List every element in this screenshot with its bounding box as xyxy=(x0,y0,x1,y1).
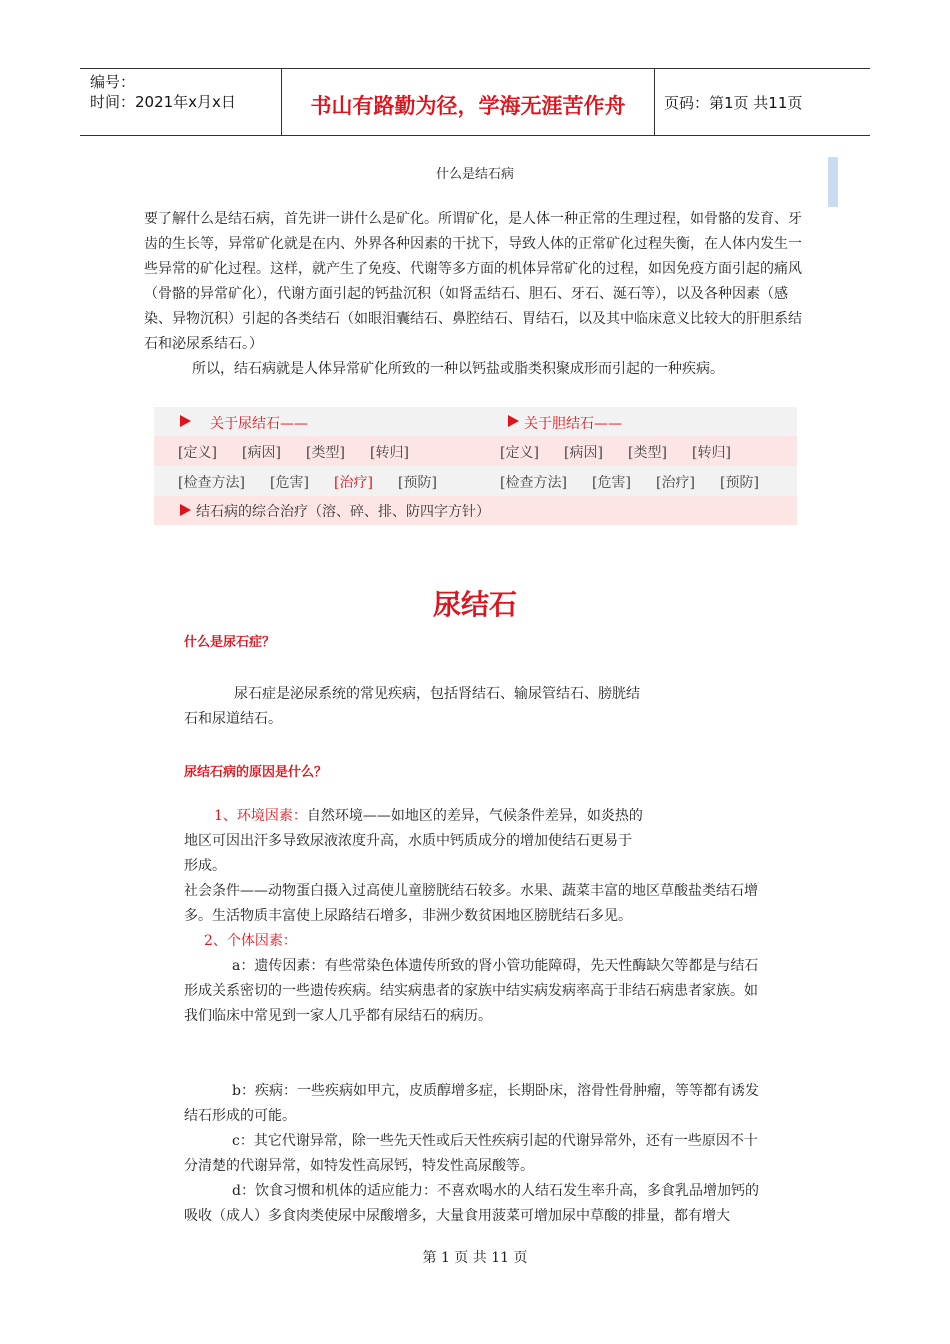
nav-link-urinary-prevention[interactable]: [预防] xyxy=(398,475,437,491)
nav-link-urinary-definition[interactable]: [定义] xyxy=(178,445,217,461)
arrow-icon xyxy=(180,415,191,427)
nav-row-links-2 xyxy=(154,466,797,496)
social-paragraph: 社会条件——动物蛋白摄入过高使儿童膀胱结石较多。水果、蔬菜丰富的地区草酸盐类结石增多。生活物质丰富使上尿路结石增多，非洲少数贫困地区膀胱结石多见。 xyxy=(184,883,758,924)
nav-link-gall-treatment[interactable]: [治疗] xyxy=(656,475,695,491)
topic-navigation xyxy=(154,407,797,525)
intro-paragraph: 要了解什么是结石病，首先讲一讲什么是矿化。所谓矿化，是人体一种正常的生理过程，如骨骼的发育、牙齿的生长等，异常矿化就是在内、外界各种因素的干扰下，导致人体的正常矿化过程失衡，在人体内发生一些异常的矿化过程。这样，就产生了免疫、代谢等多方面的机体异常矿化的过程，如因免疫方面引起的痛风（骨骼的异常矿化），代谢方面引起的钙盐沉积（如肾盂结石、胆石、牙石、涎石等），以及各种因素（感染、异物沉积）引起的各类结石（如眼泪囊结石、鼻腔结石、胃结石，以及其中临床意义比较大的肝胆系结石和泌尿系结石。） xyxy=(144,211,802,352)
header-bottom-rule xyxy=(80,135,870,136)
page-footer: 第 1 页 共 11 页 xyxy=(422,1250,528,1266)
nav-link-gall-cause[interactable]: [病因] xyxy=(564,445,603,461)
environment-paragraph xyxy=(184,804,644,879)
nav-link-gall-outcome[interactable]: [转归] xyxy=(692,445,731,461)
nav-link-urinary-cause[interactable]: [病因] xyxy=(242,445,281,461)
nav-link-gall-type[interactable]: [类型] xyxy=(628,445,667,461)
nav-link-urinary-treatment[interactable]: [治疗] xyxy=(334,475,373,491)
nav-urinary-heading[interactable]: 关于尿结石—— xyxy=(210,416,308,432)
individual-factors-label: 2、个体因素： xyxy=(204,933,297,949)
header-left-cell xyxy=(90,72,236,112)
doc-title: 什么是结石病 xyxy=(435,167,514,182)
nav-row-links-1 xyxy=(154,436,797,466)
header-page-info: 页码：第1页 共11页 xyxy=(664,94,803,112)
factor-b-paragraph: b：疾病：一些疾病如甲亢，皮质醇增多症，长期卧床，溶骨性骨肿瘤，等等都有诱发结石形成的可能。 xyxy=(184,1083,759,1124)
header-motto: 书山有路勤为径，学海无涯苦作舟 xyxy=(310,94,626,118)
question-heading-2: 尿结石病的原因是什么？ xyxy=(184,765,328,780)
environment-text: 自然环境——如地区的差异，气候条件差异，如炎热的地区可因出汗多导致尿液浓度升高，水质中钙质成分的增加使结石更易于形成。 xyxy=(184,808,643,874)
nav-link-urinary-type[interactable]: [类型] xyxy=(306,445,345,461)
doc-code-label: 编号： xyxy=(90,73,136,91)
nav-row-headings xyxy=(154,407,797,437)
section-title: 尿结石 xyxy=(432,588,517,621)
header-divider-right xyxy=(654,68,655,136)
summary-paragraph: 所以，结石病就是人体异常矿化所致的一种以钙盐或脂类积聚成形而引起的一种疾病。 xyxy=(192,361,724,377)
environment-label: 1、环境因素： xyxy=(214,808,307,824)
nav-link-combined-treatment[interactable]: 结石病的综合治疗（溶、碎、排、防四字方针） xyxy=(196,504,490,520)
nav-link-urinary-outcome[interactable]: [转归] xyxy=(370,445,409,461)
answer-paragraph-1: 尿石症是泌尿系统的常见疾病，包括肾结石、输尿管结石、膀胱结石和尿道结石。 xyxy=(184,686,640,727)
arrow-icon xyxy=(508,415,519,427)
question-heading-1: 什么是尿石症？ xyxy=(184,635,276,650)
nav-link-urinary-harm[interactable]: [危害] xyxy=(270,475,309,491)
nav-link-gall-prevention[interactable]: [预防] xyxy=(720,475,759,491)
factor-d-paragraph: d：饮食习惯和机体的适应能力：不喜欢喝水的人结石发生率升高，多食乳品增加钙的吸收（成人）多食肉类使尿中尿酸增多，大量食用菠菜可增加尿中草酸的排量，都有增大 xyxy=(184,1183,759,1224)
doc-date: 时间：2021年x月x日 xyxy=(90,93,236,111)
nav-link-urinary-exam[interactable]: [检查方法] xyxy=(178,475,245,491)
nav-link-gall-definition[interactable]: [定义] xyxy=(500,445,539,461)
arrow-icon xyxy=(180,504,191,516)
nav-link-gall-harm[interactable]: [危害] xyxy=(592,475,631,491)
nav-gall-heading[interactable]: 关于胆结石—— xyxy=(524,416,622,432)
header-top-rule xyxy=(80,68,870,69)
nav-row-combined xyxy=(154,496,797,525)
nav-link-gall-exam[interactable]: [检查方法] xyxy=(500,475,567,491)
factor-a-paragraph: a：遗传因素：有些常染色体遗传所致的肾小管功能障碍，先天性酶缺欠等都是与结石形成关系密切的一些遗传疾病。结实病患者的家族中结实病发病率高于非结石病患者家族。如我们临床中常见到一家人几乎都有尿结石的病历。 xyxy=(184,958,759,1024)
factor-c-paragraph: c：其它代谢异常，除一些先天性或后天性疾病引起的代谢异常外，还有一些原因不十分清楚的代谢异常，如特发性高尿钙，特发性高尿酸等。 xyxy=(184,1133,758,1174)
